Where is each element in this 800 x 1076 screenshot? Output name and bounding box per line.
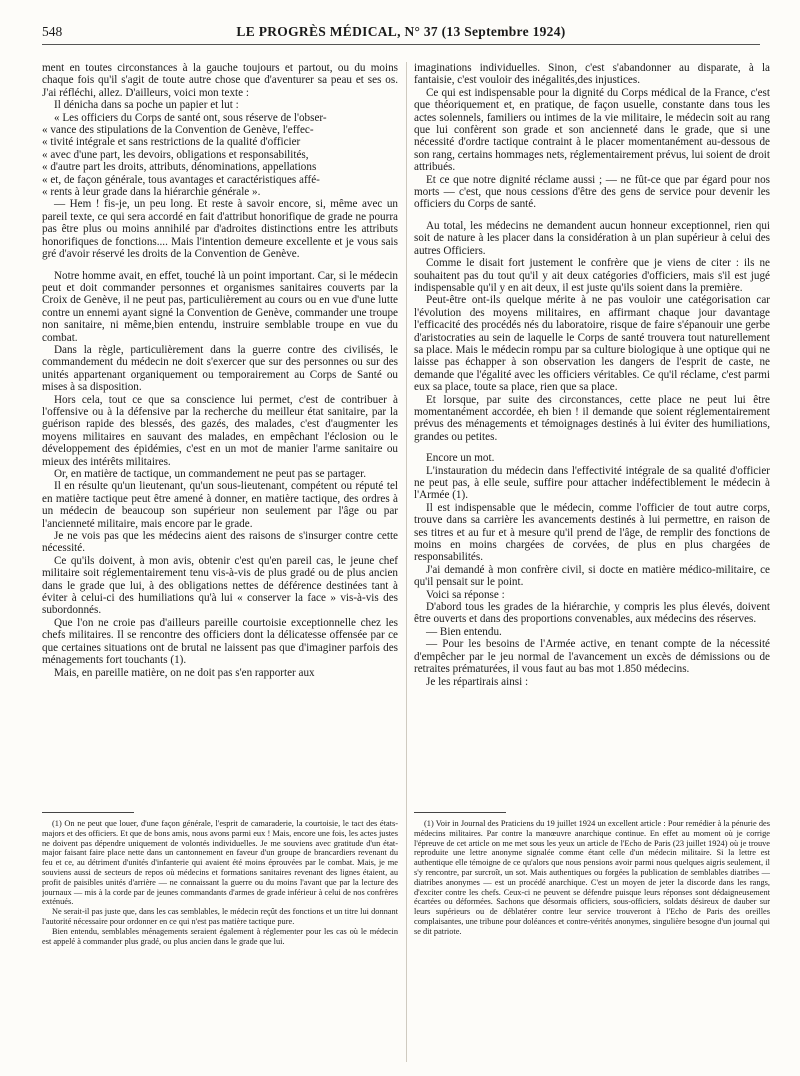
paragraph: Il dénicha dans sa poche un papier et lut : [54,99,239,112]
paragraph: Encore un mot. [426,452,495,465]
footnotes-left [42,819,398,1074]
paragraph: J'ai demandé à mon confrère civil, si docte en matière médico-militaire, ce qu'il pensait sur le point. [414,563,770,589]
paragraph: Et ce que notre dignité réclame aussi ; — ne fût-ce que par égard pour nos morts — c'est, que nous cessions d'être des gens de service pour devenir les officiers du Corps de santé. [414,173,770,211]
paragraph: Et lorsque, par suite des circonstances, cette place ne peut lui être momentanément accordée, eh bien ! il demande que soient réglementairement prévus des ménagements et témoignages destinés à lui éviter des humiliations, grandes ou petites. [414,393,770,443]
paragraph: — Hem ! fis-je, un peu long. Et reste à savoir encore, si, même avec un pareil texte, ce qui sera accordé en fait d'attribut honorifique de grade ne pourra pas être plus ou moins annihilé par d'adroites distinctions entre les attributs honorifiques de fonctions.... Mais l'intention demeure excellente et je vous sais gré d'avoir réservé les droits de la Convention de Genève. [42,198,398,261]
paragraph: Que l'on ne croie pas d'ailleurs pareille courtoisie exceptionnelle chez les chefs militaires. Il se rencontre des officiers dont la délicatesse offensée par ce que certaines situations ont de brutal ne laissent pas que d'imaginer parfois des ménagements fort touchants (1). [42,616,398,667]
page-number: 548 [42,24,63,39]
paragraph: L'instauration du médecin dans l'effectivité intégrale de sa qualité d'officier ne peut pas, à elle seule, suffire pour attacher indéfectiblement le médecin à l'Armée (1). [414,464,770,502]
paragraph: Je les répartirais ainsi : [426,675,529,688]
paragraph: Mais, en pareille matière, on ne doit pas s'en rapporter aux [54,666,315,679]
paragraph: Je ne vois pas que les médecins aient des raisons de s'insurger contre cette nécessité. [42,530,398,555]
quote-line: « et, de façon générale, tous avantages et caractéristiques affé- [42,173,320,186]
paragraph: Ce qui est indispensable pour la dignité du Corps médical de la France, c'est que théoriquement et, en pratique, de façon usuelle, constante dans tous les actes solennels, familiers ou intimes de la vie militaire, le médecin soit au rang que lui confèrent son grade et son ancienneté dans le grade, que si une nécessité d'ordre tactique contraint à le placer momentanément au-dessous de son rang, certains hommages nets, réglementairement prévus, lui soient de droit attribués. [414,86,770,174]
paragraph: Il est indispensable que le médecin, comme l'officier de tout autre corps, trouve dans sa carrière les avancements destinés à lui permettre, en raison de ses titres et au fur et à mesure qu'il prend de l'âge, de remplir des fonctions de moins en moins chargées de corvées, de plus en plus chargées de responsabilités. [414,501,770,564]
running-title: LE PROGRÈS MÉDICAL, N° 37 (13 Septembre 1924) [236,24,566,39]
quote-line: « avec d'une part, les devoirs, obligations et responsabilités, [42,148,309,161]
right-column [414,62,770,810]
paragraph: — Pour les besoins de l'Armée active, en tenant compte de la nécessité d'empêcher par le jeu normal de l'avancement un excès de démissions ou de retraites prématurées, il vous faut au bas mot 1.850 médecins. [414,638,770,676]
footnote-rule [42,812,134,813]
paragraph: — Bien entendu. [426,625,502,638]
quote-line: « vance des stipulations de la Convention de Genève, l'effec- [42,124,314,137]
footnote: Bien entendu, semblables ménagements seraient également à réglementer pour les cas où le médecin est appelé à commander plus gradé, ou plus ancien dans le grade que lui. [42,926,398,946]
paragraph: Notre homme avait, en effet, touché là un point important. Car, si le médecin peut et doit commander personnes et organismes sanitaires couverts par la Croix de Genève, il ne peut pas, particulièrement au cours ou en vue d'une lutte contre un ennemi ayant signé la Convention de Genève, commander une troupe non sanitaire, ni même,bien entendu, instruire semblable troupe en vue du combat. [42,269,398,344]
quote-line: « Les officiers du Corps de santé ont, sous réserve de l'obser- [54,111,327,124]
paragraph: Voici sa réponse : [426,588,505,601]
page-header [42,22,760,45]
paragraph: imaginations individuelles. Sinon, c'est s'abandonner au disparate, à la fantaisie, c'est vouloir des inégalités,des injustices. [414,62,770,87]
paragraph: Peut-être ont-ils quelque mérite à ne pas vouloir une catégorisation car l'évolution des moyens militaires, en affirmant chaque jour davantage l'efficacité des procédés nés du laboratoire, risque de faire s'épanouir une gerbe d'aristocraties au sein de laquelle le Corps de santé trouvera tout naturellement sa place. Mais le médecin rompu par sa culture biologique à une optique qui ne laisse pas échapper à son observation les dangers de l'esprit de caste, ne demande que l'égalité avec les officiers véritables. Ce qu'il réclame, c'est parmi eux sa place, toute sa place, rien que sa place. [414,294,770,394]
paragraph: Il en résulte qu'un lieutenant, qu'un sous-lieutenant, compétent ou réputé tel en matière tactique peut être amené à donner, en matière tactique, des ordres à un médecin de beaucoup son supérieur non seulement par l'âge ou par l'ancienneté militaire, mais encore par le grade. [42,480,398,530]
paragraph: Comme le disait fort justement le confrère que je viens de citer : ils ne souhaitent pas du tout qu'il y ait deux catégories d'officiers, mais s'il est jugé indispensable qu'il y en ait deux, il est juste qu'ils soient dans la première. [414,257,770,294]
paragraph: Au total, les médecins ne demandent aucun honneur exceptionnel, rien qui soit de nature à les placer dans la considération à un plan supérieur à celui des autres Officiers. [414,219,770,257]
paragraph: ment en toutes circonstances à la gauche toujours et partout, ou du moins chaque fois qu'il s'agit de toute autre chose que d'aventurer sa peau et ses os. J'ai réfléchi, allez. D'ailleurs, voici mon texte : [42,62,398,99]
footnote: (1) Voir in Journal des Praticiens du 19 juillet 1924 un excellent article : Pour remédier à la pénurie des médecins militaires. Par contre la manœuvre anarchique continue. En effet au moment où je corrige l'épreuve de cet article on me met sous les yeux un article de l'Echo de Paris (23 juillet 1924) où je trouve reproduite une lettre anonyme signalée comme étant celle d'un médecin militaire. Si la lettre est authentique elle témoigne de ce qu'alors que nous pensions avoir parmi nous quelques aigris seulement, il s'y rencontre, par surcroît, un sot. Mais authentiques ou forgées la publication de semblables diatribes — diatribes anonymes — est un procédé anarchique. C'est un moyen de jeter la discorde dans les rangs, d'exciter contre les chefs. Ceux-ci ne peuvent se défendre puisque leurs réponses sont dédaigneusement écartées ou déformées. Sachons que désormais officiers, sous-officiers, soldats désireux de dauber sur leurs supérieurs ou de déblatérer contre leur service trouveront à l'Echo de Paris des oreilles complaisantes, une tribune pour doléances et contre-vérités anonymes, singulière besogne d'un journal qui se dit patriote. [414,819,770,936]
paragraph: Ce qu'ils doivent, à mon avis, obtenir c'est qu'en pareil cas, le jeune chef militaire soit réglementairement tenu vis-à-vis de plus gradé ou de plus ancien dans le grade que lui, à des obligations nettes de déférence destinées tant à éviter à celui-ci des humiliations qu'à lui « conserver la face » vis-à-vis des subordonnés. [42,554,398,617]
quote-line: « rents à leur grade dans la hiérarchie générale ». [42,186,261,199]
footnotes-right [414,819,770,1074]
quote-line: « d'autre part les droits, attributs, dénominations, appellations [42,161,317,174]
footnote: (1) On ne peut que louer, d'une façon générale, l'esprit de camaraderie, la courtoisie, le tact des états-majors et des officiers. Et que de bons amis, nous avons parmi eux ! Mais, encore une fois, les actes justes ne doivent pas dépendre uniquement de volontés individuelles. Je me souviens avec gratitude d'un état-major faisant faire place nette dans un cantonnement en faveur d'un groupe de brancardiers revenant du feu et ce, au détriment d'unités d'infanterie qui avaient été moins éprouvées par le combat. Mais, je me souviens aussi de secteurs de repos où médecins et formations sanitaires revenant des lignes étaient, au profit de paisibles unités d'arrière — ne connaissant la guerre ou du moins l'avant que par la lecture des journaux — mis à la corde par de jeunes commandants d'armes de grade inférieur à celui de nos confrères exténués. [42,819,398,907]
paragraph: Dans la règle, particulièrement dans la guerre contre des civilisés, le commandement du médecin ne doit s'exercer que sur des personnes ou sur des unités appartenant organiquement ou temporairement au Corps de Santé ou mises à sa disposition. [42,343,398,394]
left-column [42,62,398,810]
paragraph: D'abord tous les grades de la hiérarchie, y compris les plus élevés, doivent être ouverts et dans des proportions convenables, aux médecins des réserves. [414,601,770,626]
paragraph: Hors cela, tout ce que sa conscience lui permet, c'est de contribuer à l'offensive ou à la défensive par la recherche du meilleur état sanitaire, par la guérison rapide des blessés, des gazés, des malades, c'est d'augmenter les moyens militaires en sauvant des malades, en empêchant l'éclosion ou le développement des épidémies, c'est en un mot de manier l'arme sanitaire ou mieux des intérêts militaires. [42,393,398,468]
column-divider [406,62,407,1062]
quote-line: « tivité intégrale et sans restrictions de la qualité d'officier [42,136,301,149]
footnote: Ne serait-il pas juste que, dans les cas semblables, le médecin reçût des fonctions et un titre lui donnant l'autorité nécessaire pour ordonner en ce qui n'est pas matière tactique pure. [42,907,398,926]
footnote-rule [414,812,506,813]
paragraph: Or, en matière de tactique, un commandement ne peut pas se partager. [54,468,366,480]
